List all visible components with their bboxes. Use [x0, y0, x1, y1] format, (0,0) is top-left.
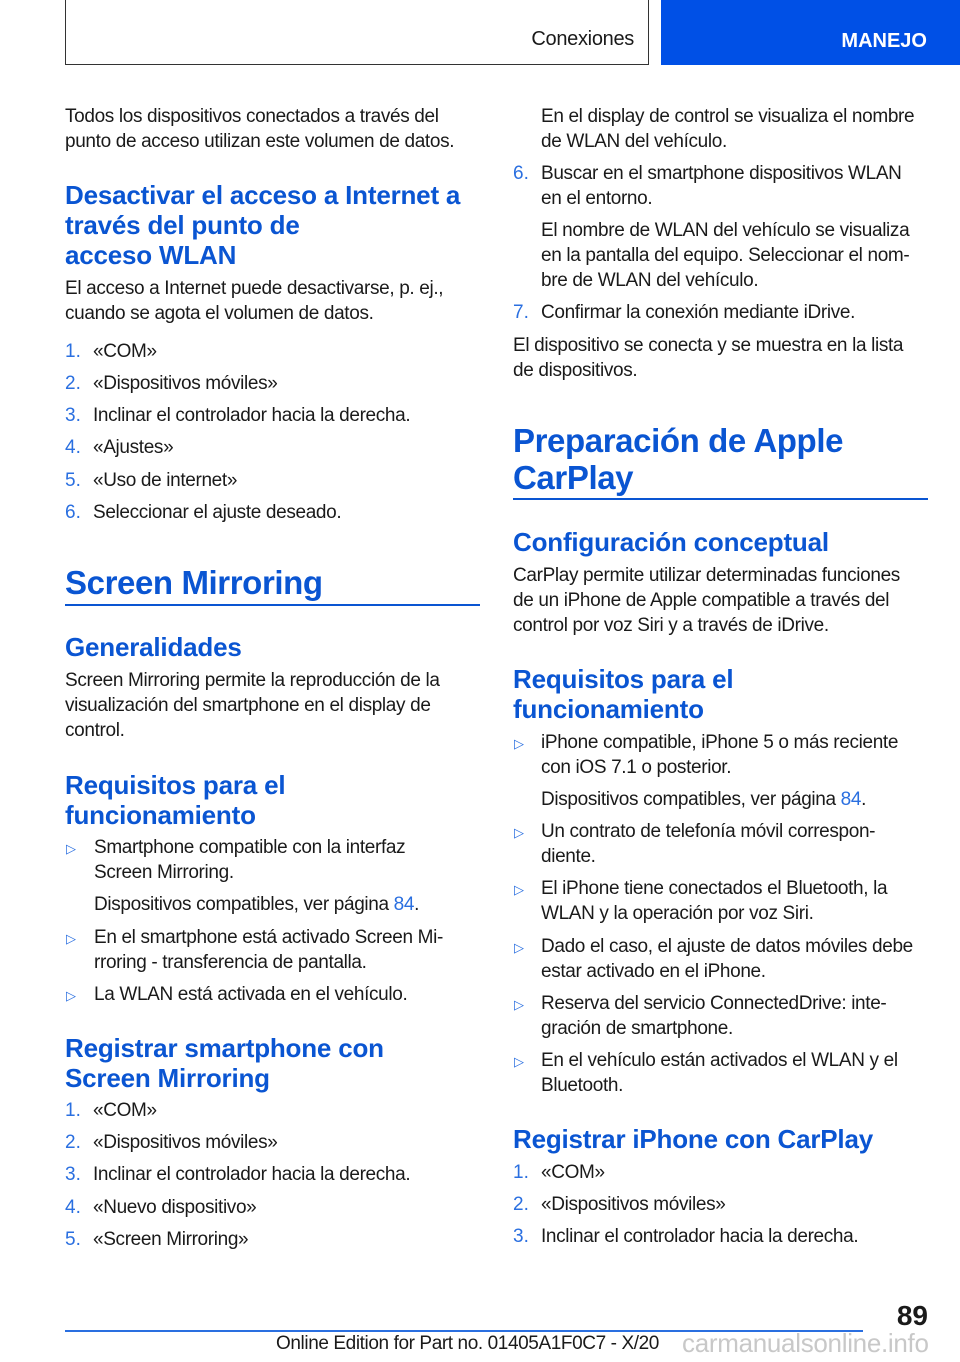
paragraph: Screen Mirroring permite la reproducción de la visualización del smartphone en el display de control.	[65, 670, 440, 741]
requirement-item: Reserva del servicio ConnectedDrive: inte- gración de smartphone.	[541, 993, 887, 1039]
bullet-icon: ▷	[514, 940, 524, 955]
step-number: 3.	[65, 405, 81, 426]
step-number: 3.	[65, 1164, 81, 1185]
step-text: «Dispositivos móviles»	[93, 373, 278, 394]
paragraph: El dispositivo se conecta y se muestra en la lista de dispositivos.	[513, 335, 904, 381]
note-text: Dispositivos compatibles, ver página	[541, 789, 841, 810]
requirement-item: El iPhone tiene conectados el Bluetooth, la WLAN y la operación por voz Siri.	[541, 878, 888, 924]
step-text: «COM»	[541, 1162, 605, 1183]
heading-requirements: Requisitos para el funcionamiento	[65, 770, 286, 830]
requirement-item: En el smartphone está activado Screen Mi- rroring - transferencia de pantalla.	[94, 927, 443, 973]
step-text: Inclinar el controlador hacia la derecha.	[93, 1164, 411, 1185]
note: El nombre de WLAN del vehículo se visualiza en la pantalla del equipo. Seleccionar el nom- bre de WLAN del vehículo.	[541, 220, 910, 291]
compatible-note: Dispositivos compatibles, ver página 84.	[94, 894, 420, 915]
step-number: 4.	[65, 437, 81, 458]
bullet-icon: ▷	[66, 841, 76, 856]
bullet-icon: ▷	[514, 1054, 524, 1069]
step-number: 6.	[65, 502, 81, 523]
step-text: «Ajustes»	[93, 437, 174, 458]
heading-rule	[65, 604, 480, 606]
heading-configuracion: Configuración conceptual	[513, 527, 829, 557]
step-text: Buscar en el smartphone dispositivos WLAN en el entorno.	[541, 163, 902, 209]
chapter-tab-label: MANEJO	[841, 30, 927, 52]
requirement-item: Dado el caso, el ajuste de datos móviles debe estar activado en el iPhone.	[541, 936, 913, 982]
section-title: Conexiones	[531, 28, 634, 50]
bullet-icon: ▷	[66, 931, 76, 946]
heading-screen-mirroring: Screen Mirroring	[65, 564, 323, 601]
step-number: 4.	[65, 1197, 81, 1218]
step-text: Seleccionar el ajuste deseado.	[93, 502, 342, 523]
bullet-icon: ▷	[514, 997, 524, 1012]
heading-disable-internet: Desactivar el acceso a Internet a través del punto de acceso WLAN	[65, 180, 461, 270]
step-text: «Uso de internet»	[93, 470, 238, 491]
step-number: 2.	[65, 1132, 81, 1153]
heading-generalidades: Generalidades	[65, 632, 242, 662]
step-number: 5.	[65, 470, 81, 491]
step-number: 1.	[513, 1162, 529, 1183]
bullet-icon: ▷	[66, 988, 76, 1003]
bullet-icon: ▷	[514, 736, 524, 751]
paragraph: CarPlay permite utilizar determinadas funciones de un iPhone de Apple compatible a través del control por voz Siri y a través de iDrive.	[513, 565, 900, 636]
heading-register-iphone: Registrar iPhone con CarPlay	[513, 1124, 873, 1154]
paragraph: Todos los dispositivos conectados a través del punto de acceso utilizan este volumen de datos.	[65, 106, 455, 152]
compatible-note: Dispositivos compatibles, ver página 84.	[541, 789, 867, 810]
step-number: 7.	[513, 302, 529, 323]
step-text: «COM»	[93, 341, 157, 362]
page-number: 89	[896, 1300, 928, 1331]
step-number: 1.	[65, 1100, 81, 1121]
header-section-box	[65, 0, 649, 65]
page-link[interactable]: 84	[393, 894, 415, 915]
page-link[interactable]: 84	[840, 789, 862, 810]
watermark: carmanualsonline.info	[682, 1328, 929, 1358]
requirement-item: Un contrato de telefonía móvil correspon- diente.	[541, 821, 876, 867]
requirement-item: En el vehículo están activados el WLAN y el Bluetooth.	[541, 1050, 898, 1096]
heading-register-smartphone: Registrar smartphone con Screen Mirroring	[65, 1033, 384, 1093]
step-number: 6.	[513, 163, 529, 184]
heading-requirements: Requisitos para el funcionamiento	[513, 664, 734, 724]
step-text: «Dispositivos móviles»	[93, 1132, 278, 1153]
step-number: 3.	[513, 1226, 529, 1247]
paragraph: El acceso a Internet puede desactivarse, p. ej., cuando se agota el volumen de datos.	[65, 278, 444, 324]
step-number: 2.	[65, 373, 81, 394]
step-text: «COM»	[93, 1100, 157, 1121]
chapter-tab[interactable]	[661, 0, 960, 65]
requirement-item: Smartphone compatible con la interfaz Screen Mirroring.	[94, 837, 406, 883]
requirement-item: iPhone compatible, iPhone 5 o más reciente con iOS 7.1 o posterior.	[541, 732, 899, 778]
step-number: 1.	[65, 341, 81, 362]
step-text: Inclinar el controlador hacia la derecha.	[541, 1226, 859, 1247]
note-text: Dispositivos compatibles, ver página	[94, 894, 394, 915]
step-number: 2.	[513, 1194, 529, 1215]
requirement-item: La WLAN está activada en el vehículo.	[94, 984, 408, 1005]
bullet-icon: ▷	[514, 825, 524, 840]
heading-carplay: Preparación de Apple CarPlay	[513, 422, 844, 496]
step-number: 5.	[65, 1229, 81, 1250]
edition-text: Online Edition for Part no. 01405A1F0C7 - X/20	[276, 1333, 659, 1354]
heading-rule	[513, 498, 928, 500]
step-text: Inclinar el controlador hacia la derecha.	[93, 405, 411, 426]
bullet-icon: ▷	[514, 882, 524, 897]
note: En el display de control se visualiza el nombre de WLAN del vehículo.	[541, 106, 915, 152]
step-text: «Nuevo dispositivo»	[93, 1197, 257, 1218]
step-text: Confirmar la conexión mediante iDrive.	[541, 302, 856, 323]
step-text: «Dispositivos móviles»	[541, 1194, 726, 1215]
step-text: «Screen Mirroring»	[93, 1229, 249, 1250]
